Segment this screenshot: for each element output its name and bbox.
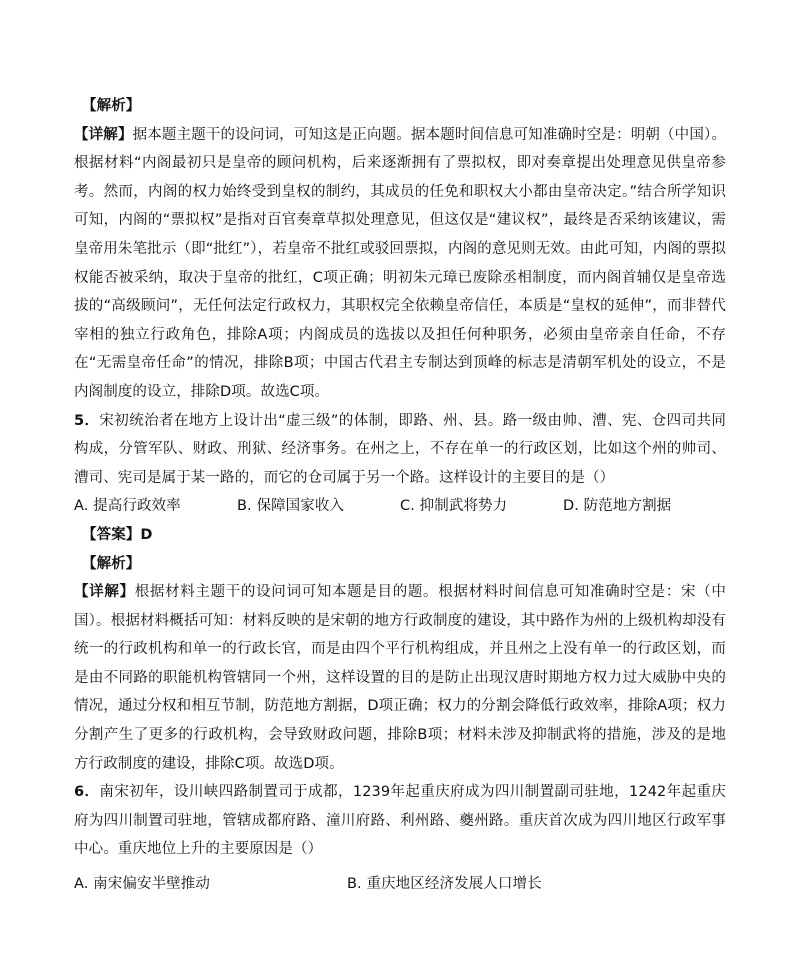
option-a: A. 提高行政效率 xyxy=(74,498,181,515)
option-a: A. 南宋偏安半壁推动 xyxy=(74,876,210,893)
question-number: 5． xyxy=(74,412,100,429)
question-6-stem xyxy=(74,778,726,864)
analysis-heading: 【解析】 xyxy=(82,98,141,114)
option-b: B. 重庆地区经济发展人口增长 xyxy=(347,876,542,893)
detail-label: 【详解】 xyxy=(74,584,135,601)
question-text: 宋初统治者在地方上设计出“虚三级”的体制，即路、州、县。路一级由帅、漕、宪、仓四司共同构成，分管军队、财政、刑狱、经济事务。在州之上，不存在单一的行政区划，比如这个州的帅司、漕司、宪司是属于某一路的，而它的仓司属于另一个路。这样设计的主要目的是（） xyxy=(74,412,726,486)
question-5-stem xyxy=(74,407,726,493)
detail-label: 【详解】 xyxy=(74,126,133,143)
question-6-options xyxy=(74,870,726,899)
detail-text: 根据材料主题干的设问词可知本题是目的题。根据材料时间信息可知准确时空是：宋（中国）。根据材料概括可知：材料反映的是宋朝的地方行政制度的建设，其中路作为州的上级机构却没有统一的行政机构和单一的行政长官，而是由四个平行机构组成，并且州之上没有单一的行政区划，而是由不同路的职能机构管辖同一个州，这样设置的目的是防止出现汉唐时期地方权力过大威胁中央的情况，通过分权和相互节制，防范地方割据，D项正确；权力的分割会降低行政效率，排除A项；权力分割产生了更多的行政机构，会导致财政问题，排除B项；材料未涉及抑制武将的措施，涉及的是地方行政制度的建设，排除C项。故选D项。 xyxy=(74,584,726,772)
answer-line: 【答案】D xyxy=(82,526,153,543)
document-page xyxy=(74,92,726,899)
detail-text: 据本题主题干的设问词，可知这是正向题。据本题时间信息可知准确时空是：明朝（中国）。根据材料“内阁最初只是皇帝的顾问机构，后来逐渐拥有了票拟权，即对奏章提出处理意见供皇帝参考。然而，内阁的权力始终受到皇权的制约，其成员的任免和职权大小都由皇帝决定。”结合所学知识可知，内阁的“票拟权”是指对百官奏章草拟处理意见，但这仅是“建议权”，最终是否采纳该建议，需皇帝用朱笔批示（即“批红”），若皇帝不批红或驳回票拟，内阁的意见则无效。由此可知，内阁的票拟权能否被采纳，取决于皇帝的批红，C项正确；明初朱元璋已废除丞相制度，而内阁首辅仅是皇帝选拔的“高级顾问”，无任何法定行政权力，其职权完全依赖皇帝信任，本质是“皇权的延伸”，而非替代宰相的独立行政角色，排除A项；内阁成员的选拔以及担任何种职务，必须由皇帝亲自任命，不存在“无需皇帝任命”的情况，排除B项；中国古代君主专制达到顶峰的标志是清朝军机处的设立，不是内阁制度的设立，排除D项。故选C项。 xyxy=(74,126,726,400)
option-d: D. 防范地方割据 xyxy=(563,498,672,515)
detail-paragraph xyxy=(74,121,726,407)
question-number: 6． xyxy=(74,784,100,801)
detail-paragraph xyxy=(74,578,726,778)
option-b: B. 保障国家收入 xyxy=(237,498,345,515)
option-c: C. 抑制武将势力 xyxy=(400,498,508,515)
question-5-options xyxy=(74,492,726,521)
analysis-heading: 【解析】 xyxy=(82,555,141,572)
question-text: 南宋初年，设川峡四路制置司于成都，1239年起重庆府成为四川制置副司驻地，1242年起重庆府为四川制置司驻地，管辖成都府路、潼川府路、利州路、夔州路。重庆首次成为四川地区行政军事中心。重庆地位上升的主要原因是（） xyxy=(74,784,726,858)
